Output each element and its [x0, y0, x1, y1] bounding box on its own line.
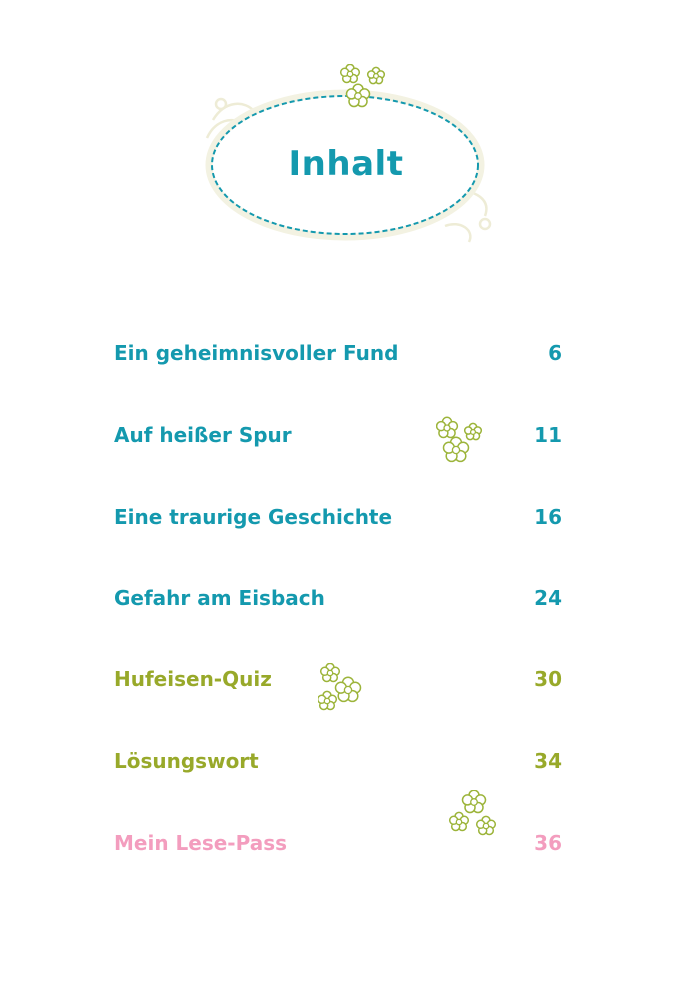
flower-icon [338, 64, 390, 114]
toc-entry-page-number: 24 [534, 586, 562, 610]
toc-entry [114, 583, 562, 613]
toc-entry [114, 338, 562, 368]
flower-icon [436, 416, 488, 466]
toc-entry-title: Eine traurige Geschichte [114, 505, 393, 529]
flower-icon [448, 790, 500, 840]
flower-icon [318, 663, 370, 713]
toc-entry [114, 502, 562, 532]
toc-entry-title: Auf heißer Spur [114, 423, 292, 447]
toc-entry-page-number: 11 [534, 423, 562, 447]
toc-entry-title: Ein geheimnisvoller Fund [114, 341, 399, 365]
toc-entry-page-number: 6 [548, 341, 562, 365]
page-title: Inhalt [288, 144, 404, 184]
toc-entry-page-number: 30 [534, 667, 562, 691]
flower-icon [318, 663, 370, 713]
toc-entry-page-number: 36 [534, 831, 562, 855]
toc-entry [114, 746, 562, 776]
toc-entry-page-number: 34 [534, 749, 562, 773]
toc-entry-page-number: 16 [534, 505, 562, 529]
flower-icon [338, 64, 390, 114]
toc-entry [114, 420, 562, 450]
toc-entry-title: Mein Lese-Pass [114, 831, 288, 855]
toc-entry-title: Lösungswort [114, 749, 259, 773]
flower-icon [448, 790, 500, 840]
flower-icon [436, 416, 488, 466]
toc-entry-title: Gefahr am Eisbach [114, 586, 325, 610]
toc-entry-title: Hufeisen-Quiz [114, 667, 272, 691]
